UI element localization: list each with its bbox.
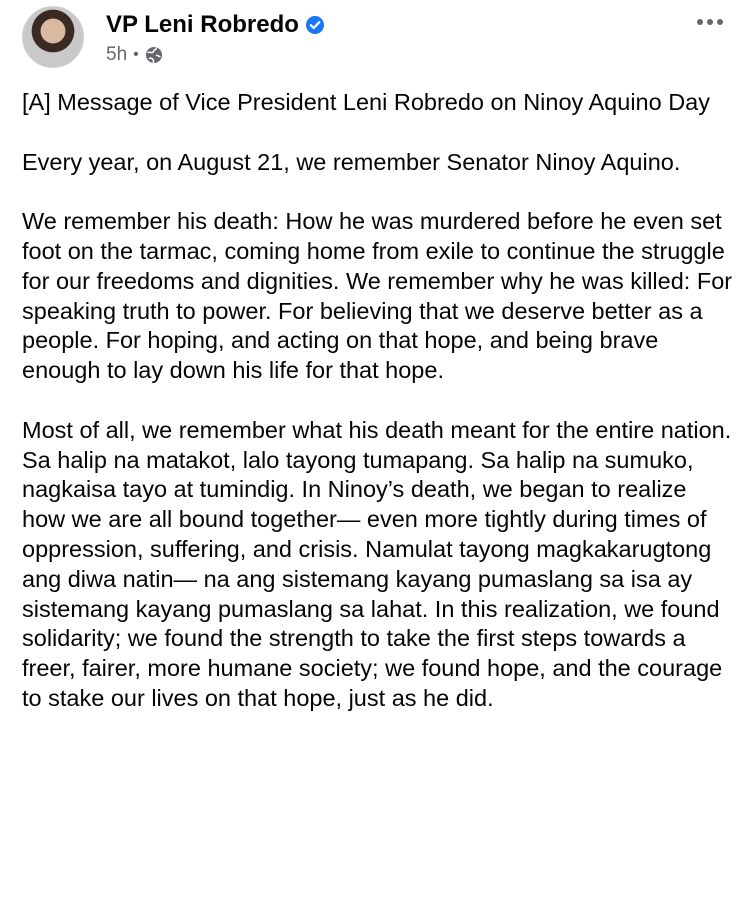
post-paragraph: Most of all, we remember what his death meant for the entire nation. Sa halip na matakot, lalo tayong tumapang. Sa halip na sumuko, nagkaisa tayo at tumindig. In Ninoy’s death, we began to realize how we are all bound together— even more tightly during times of oppression, suffering, and crisis. Namulat tayong magkakarugtong ang diwa natin— na ang sistemang kayang pumaslang sa isa ay sistemang kayang pumaslang sa lahat. In this realization, we found solidarity; we found the strength to take the first steps towards a freer, fairer, more humane society; we found hope, and the courage to stake our lives on that hope, just as he did. (22, 416, 732, 711)
meta-separator: • (133, 46, 139, 63)
more-options-icon (717, 19, 723, 25)
author-line (106, 10, 325, 40)
verified-badge-icon (305, 15, 325, 35)
author-name[interactable]: VP Leni Robredo (106, 11, 299, 38)
more-options-icon (707, 19, 713, 25)
post-body (22, 88, 734, 714)
post-paragraph: Every year, on August 21, we remember Senator Ninoy Aquino. (22, 148, 681, 175)
more-options-button[interactable] (692, 8, 728, 36)
post-meta (106, 44, 163, 66)
post-paragraph: We remember his death: How he was murdered before he even set foot on the tarmac, coming home from exile to continue the struggle for our freedoms and dignities. We remember why he was killed: For speaking truth to power. For believing that we deserve better as a people. For hoping, and acting on that hope, and being brave enough to lay down his life for that hope. (22, 208, 733, 384)
more-options-icon (697, 19, 703, 25)
post-time[interactable]: 5h (106, 44, 128, 65)
globe-icon (145, 46, 163, 64)
post-header (22, 6, 728, 66)
post-paragraph-title: [A] Message of Vice President Leni Robredo on Ninoy Aquino Day (22, 89, 711, 115)
author-avatar[interactable] (22, 6, 84, 68)
